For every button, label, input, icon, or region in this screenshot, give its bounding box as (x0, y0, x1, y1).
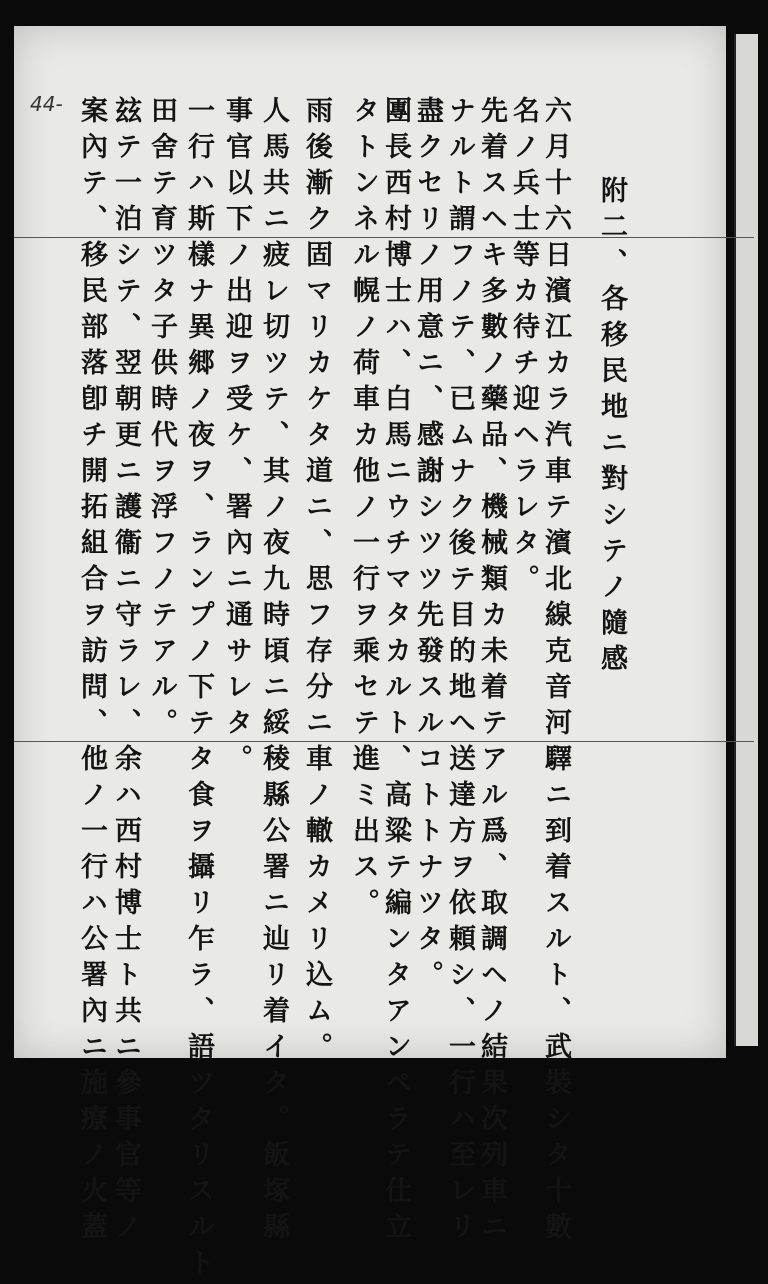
text-column: タトンネル幌ノ荷車カ他ノ一行ヲ乘セテ進ミ出ス。 (348, 96, 379, 924)
section-heading: 附二、各移民地ニ對シテノ隨感 (596, 176, 627, 680)
text-column: 案內テ、移民部落卽チ開拓組合ヲ訪問、他ノ一行ハ公署內ニ施療ノ火蓋 (76, 96, 107, 1248)
text-column: 雨後漸ク固マリカケタ道ニ、思フ存分ニ車ノ轍カメリ込ム。 (301, 96, 332, 1068)
page-number: 44- (30, 92, 63, 116)
text-column: ナルト謂フノテ、已ムナク後テ目的地へ送達方ヲ依頼シ、一行ハ至レリ (444, 96, 475, 1248)
text-column: 團長西村博士ハ、白馬ニウチマタカルト、高粱テ編ンタアンペラテ仕立 (380, 96, 411, 1248)
text-column: 盡クセリノ用意ニ、感謝シツツ先發スルコトトナツタ。 (412, 96, 443, 996)
text-column: 一行ハ斯樣ナ異郷ノ夜ヲ、ランプノ下テタ食ヲ攝リ乍ラ、語ツタリスルト (183, 96, 214, 1284)
text-column: 名ノ兵士等カ待チ迎ヘラレタ。 (508, 96, 539, 600)
text-column: 先着スヘキ多數ノ藥品、機械類カ未着テアル爲、取調ヘノ結果次列車ニ (476, 96, 507, 1248)
text-column: 人馬共ニ疲レ切ツテ、其ノ夜九時頃ニ綏稜縣公署ニ辿リ着イタ。飯塚縣 (258, 96, 289, 1248)
text-column: 六月十六日濱江カラ汽車テ濱北線克音河驛ニ到着スルト、武裝シタ十數 (540, 96, 571, 1248)
text-column: 玆テ一泊シテ、翌朝更ニ護衞ニ守ラレ、余ハ西村博士ト共ニ參事官等ノ (110, 96, 141, 1248)
text-column: 事官以下ノ出迎ヲ受ケ、署內ニ通サレタ。 (221, 96, 252, 780)
next-page-edge (734, 34, 758, 1046)
text-column: 田舍テ育ツタ子供時代ヲ浮フノテアル。 (146, 96, 177, 744)
